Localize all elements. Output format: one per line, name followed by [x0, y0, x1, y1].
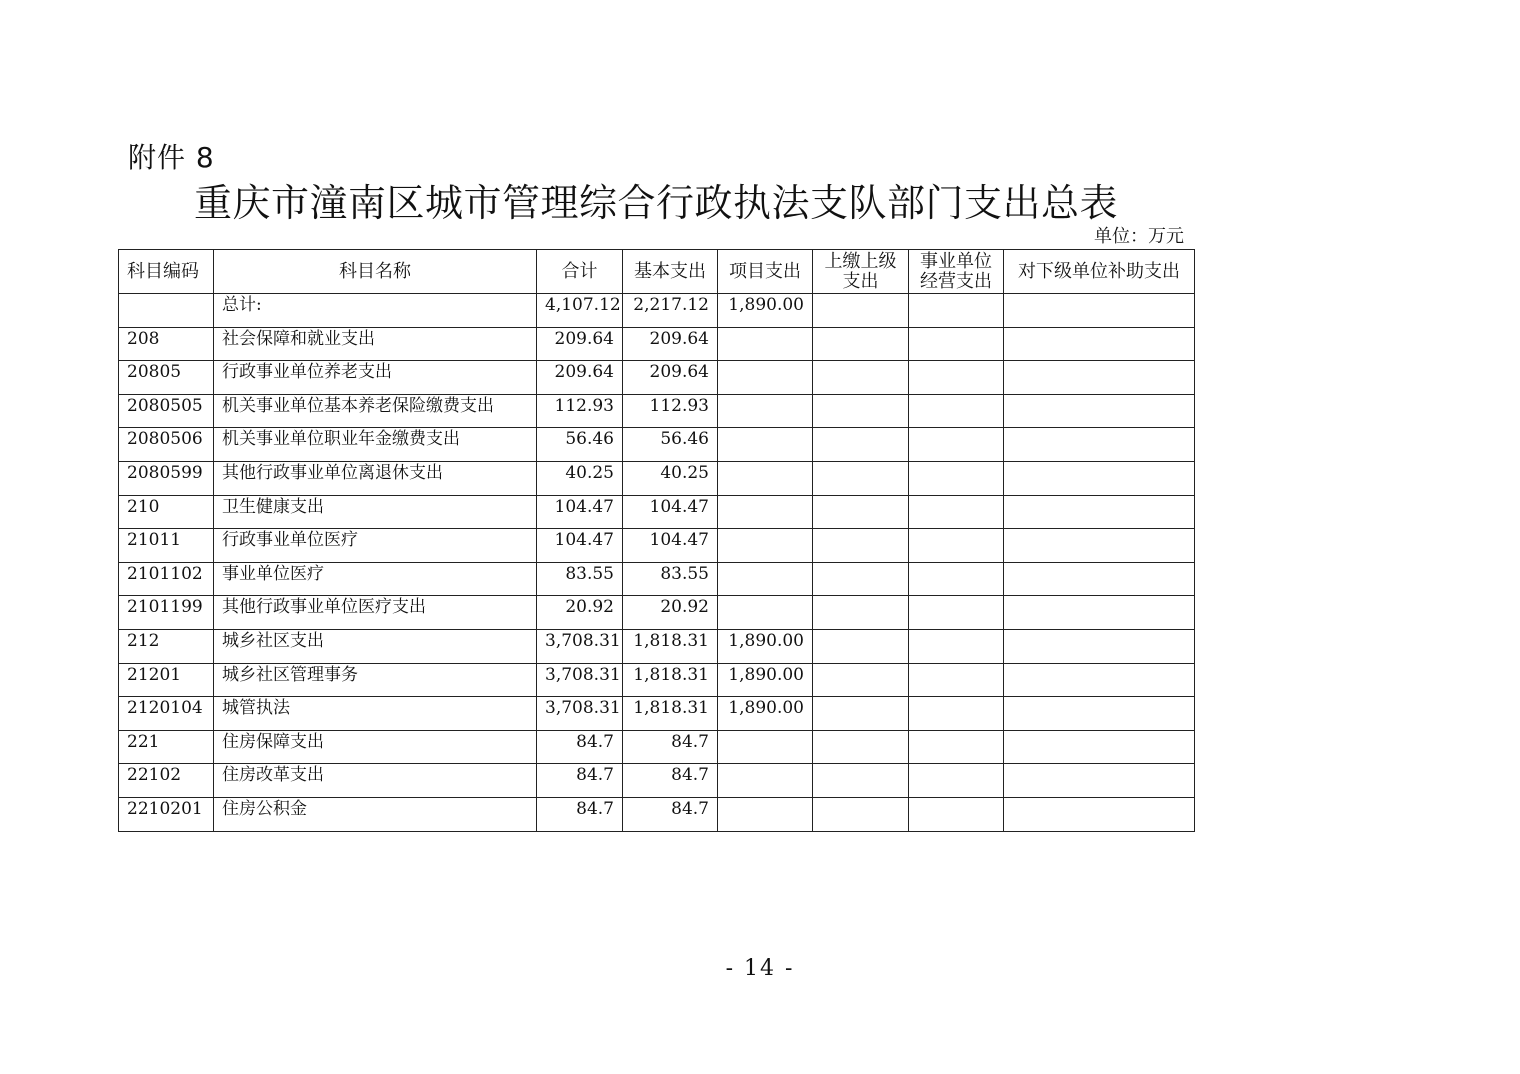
cell-code: 210	[119, 495, 214, 529]
cell-code: 2080505	[119, 394, 214, 428]
header-subsidy: 对下级单位补助支出	[1004, 250, 1195, 294]
cell-to-superior	[813, 764, 909, 798]
cell-subsidy	[1004, 361, 1195, 395]
cell-total: 104.47	[537, 529, 623, 563]
table-row	[119, 294, 1195, 328]
cell-to-superior	[813, 361, 909, 395]
cell-basic: 56.46	[623, 428, 718, 462]
cell-subsidy	[1004, 596, 1195, 630]
cell-basic: 20.92	[623, 596, 718, 630]
cell-business	[909, 361, 1004, 395]
cell-name: 行政事业单位医疗	[214, 529, 537, 563]
cell-total: 3,708.31	[537, 663, 623, 697]
cell-subsidy	[1004, 764, 1195, 798]
cell-basic: 84.7	[623, 797, 718, 831]
cell-code: 2080599	[119, 461, 214, 495]
cell-total: 84.7	[537, 730, 623, 764]
cell-name: 住房公积金	[214, 797, 537, 831]
cell-business	[909, 327, 1004, 361]
cell-subsidy	[1004, 629, 1195, 663]
cell-name: 城乡社区支出	[214, 629, 537, 663]
cell-business	[909, 428, 1004, 462]
cell-name: 机关事业单位基本养老保险缴费支出	[214, 394, 537, 428]
cell-subsidy	[1004, 294, 1195, 328]
cell-project	[718, 461, 813, 495]
cell-business	[909, 529, 1004, 563]
cell-project	[718, 361, 813, 395]
table-header-row	[119, 250, 1195, 294]
cell-project	[718, 495, 813, 529]
cell-name: 社会保障和就业支出	[214, 327, 537, 361]
cell-to-superior	[813, 730, 909, 764]
cell-basic: 1,818.31	[623, 697, 718, 731]
cell-total: 20.92	[537, 596, 623, 630]
cell-project: 1,890.00	[718, 663, 813, 697]
table-row	[119, 697, 1195, 731]
cell-basic: 104.47	[623, 495, 718, 529]
cell-project	[718, 529, 813, 563]
cell-to-superior	[813, 461, 909, 495]
cell-subsidy	[1004, 697, 1195, 731]
cell-total: 209.64	[537, 327, 623, 361]
cell-code: 208	[119, 327, 214, 361]
cell-name: 其他行政事业单位医疗支出	[214, 596, 537, 630]
cell-name: 卫生健康支出	[214, 495, 537, 529]
cell-project	[718, 428, 813, 462]
cell-name: 住房改革支出	[214, 764, 537, 798]
cell-total: 104.47	[537, 495, 623, 529]
cell-to-superior	[813, 327, 909, 361]
cell-business	[909, 394, 1004, 428]
header-total: 合计	[537, 250, 623, 294]
cell-code: 20805	[119, 361, 214, 395]
cell-name: 总计:	[214, 294, 537, 328]
table-row	[119, 562, 1195, 596]
unit-label: 单位：万元	[1094, 226, 1184, 247]
cell-subsidy	[1004, 562, 1195, 596]
cell-basic: 209.64	[623, 361, 718, 395]
cell-basic: 1,818.31	[623, 629, 718, 663]
cell-to-superior	[813, 562, 909, 596]
table-row	[119, 361, 1195, 395]
cell-project	[718, 327, 813, 361]
cell-business	[909, 495, 1004, 529]
cell-project: 1,890.00	[718, 294, 813, 328]
cell-to-superior	[813, 596, 909, 630]
cell-subsidy	[1004, 529, 1195, 563]
cell-to-superior	[813, 495, 909, 529]
cell-total: 3,708.31	[537, 629, 623, 663]
cell-project	[718, 562, 813, 596]
cell-code	[119, 294, 214, 328]
cell-basic: 1,818.31	[623, 663, 718, 697]
cell-to-superior	[813, 697, 909, 731]
table-row	[119, 596, 1195, 630]
header-name: 科目名称	[214, 250, 537, 294]
cell-business	[909, 797, 1004, 831]
cell-to-superior	[813, 294, 909, 328]
cell-basic: 209.64	[623, 327, 718, 361]
page-number: - 14 -	[725, 956, 795, 981]
cell-to-superior	[813, 428, 909, 462]
cell-business	[909, 629, 1004, 663]
cell-basic: 40.25	[623, 461, 718, 495]
cell-subsidy	[1004, 428, 1195, 462]
header-code: 科目编码	[119, 250, 214, 294]
cell-code: 2080506	[119, 428, 214, 462]
cell-to-superior	[813, 663, 909, 697]
cell-code: 221	[119, 730, 214, 764]
cell-total: 112.93	[537, 394, 623, 428]
cell-to-superior	[813, 394, 909, 428]
cell-total: 83.55	[537, 562, 623, 596]
cell-business	[909, 596, 1004, 630]
cell-name: 行政事业单位养老支出	[214, 361, 537, 395]
cell-name: 城管执法	[214, 697, 537, 731]
header-project: 项目支出	[718, 250, 813, 294]
cell-project	[718, 394, 813, 428]
cell-total: 84.7	[537, 797, 623, 831]
cell-total: 56.46	[537, 428, 623, 462]
header-basic: 基本支出	[623, 250, 718, 294]
cell-subsidy	[1004, 327, 1195, 361]
table-row	[119, 495, 1195, 529]
cell-business	[909, 663, 1004, 697]
cell-project: 1,890.00	[718, 697, 813, 731]
table-row	[119, 730, 1195, 764]
table-row	[119, 529, 1195, 563]
cell-basic: 2,217.12	[623, 294, 718, 328]
cell-name: 其他行政事业单位离退休支出	[214, 461, 537, 495]
cell-subsidy	[1004, 663, 1195, 697]
cell-code: 2210201	[119, 797, 214, 831]
cell-code: 22102	[119, 764, 214, 798]
page-title: 重庆市潼南区城市管理综合行政执法支队部门支出总表	[193, 181, 1118, 225]
header-business: 事业单位经营支出	[909, 250, 1004, 294]
cell-name: 机关事业单位职业年金缴费支出	[214, 428, 537, 462]
cell-basic: 112.93	[623, 394, 718, 428]
cell-project	[718, 596, 813, 630]
cell-business	[909, 461, 1004, 495]
cell-name: 事业单位医疗	[214, 562, 537, 596]
cell-subsidy	[1004, 394, 1195, 428]
cell-code: 212	[119, 629, 214, 663]
cell-name: 住房保障支出	[214, 730, 537, 764]
table-row	[119, 394, 1195, 428]
cell-project	[718, 797, 813, 831]
cell-subsidy	[1004, 461, 1195, 495]
table-row	[119, 327, 1195, 361]
cell-business	[909, 697, 1004, 731]
cell-to-superior	[813, 629, 909, 663]
cell-business	[909, 294, 1004, 328]
cell-business	[909, 764, 1004, 798]
cell-subsidy	[1004, 495, 1195, 529]
cell-name: 城乡社区管理事务	[214, 663, 537, 697]
table-row	[119, 663, 1195, 697]
cell-basic: 104.47	[623, 529, 718, 563]
table-row	[119, 629, 1195, 663]
header-to-superior: 上缴上级支出	[813, 250, 909, 294]
cell-total: 209.64	[537, 361, 623, 395]
cell-basic: 84.7	[623, 764, 718, 798]
cell-code: 2120104	[119, 697, 214, 731]
cell-code: 21201	[119, 663, 214, 697]
cell-basic: 83.55	[623, 562, 718, 596]
cell-subsidy	[1004, 797, 1195, 831]
cell-total: 40.25	[537, 461, 623, 495]
cell-code: 2101199	[119, 596, 214, 630]
cell-business	[909, 562, 1004, 596]
expenditure-table	[118, 249, 1195, 832]
cell-project	[718, 764, 813, 798]
table-row	[119, 797, 1195, 831]
cell-basic: 84.7	[623, 730, 718, 764]
cell-total: 3,708.31	[537, 697, 623, 731]
cell-project	[718, 730, 813, 764]
attachment-label: 附件 8	[128, 141, 215, 174]
table-row	[119, 428, 1195, 462]
table-body	[119, 294, 1195, 832]
cell-to-superior	[813, 529, 909, 563]
table-row	[119, 764, 1195, 798]
cell-code: 21011	[119, 529, 214, 563]
table-row	[119, 461, 1195, 495]
cell-project: 1,890.00	[718, 629, 813, 663]
cell-to-superior	[813, 797, 909, 831]
cell-subsidy	[1004, 730, 1195, 764]
cell-total: 4,107.12	[537, 294, 623, 328]
cell-total: 84.7	[537, 764, 623, 798]
cell-business	[909, 730, 1004, 764]
cell-code: 2101102	[119, 562, 214, 596]
